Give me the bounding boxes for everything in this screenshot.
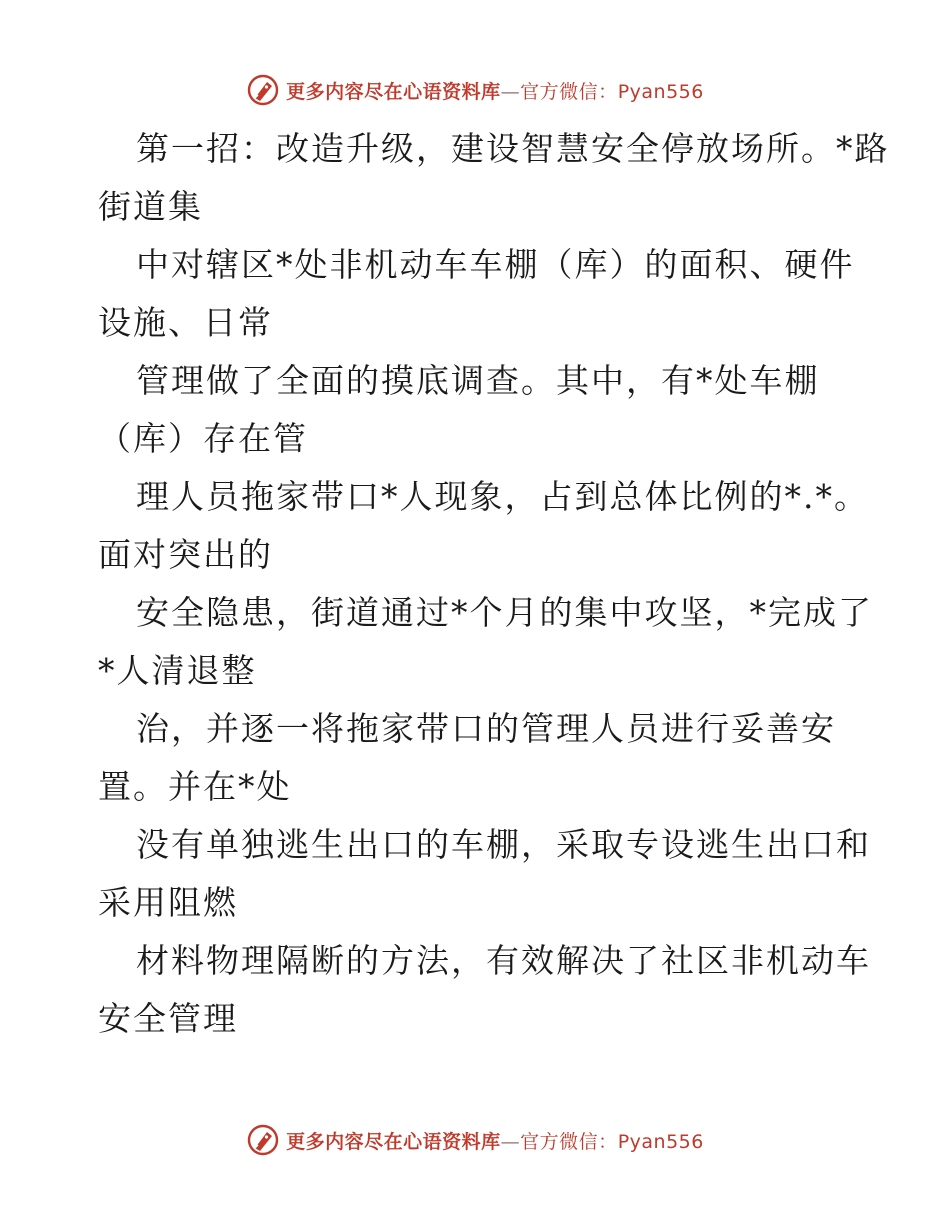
header-watermark — [0, 70, 950, 110]
paragraph-line: 置。并在*处 — [98, 767, 292, 806]
watermark-account: Pyan556 — [617, 1130, 704, 1153]
watermark-label: 官方微信： — [520, 1130, 618, 1153]
watermark-separator: — — [500, 80, 521, 103]
paragraph-line: 治，并逐一将拖家带口的管理人员进行妥善安 — [136, 709, 836, 748]
document-body — [98, 120, 898, 1048]
paragraph-line: 面对突出的 — [98, 535, 273, 574]
watermark-text — [286, 77, 704, 104]
paragraph-line: *人清退整 — [98, 651, 257, 690]
watermark-brand: 更多内容尽在心语资料库 — [286, 80, 501, 103]
paragraph-line: 第一招：改造升级，建设智慧安全停放场所。*路 — [136, 129, 890, 168]
watermark-label: 官方微信： — [520, 80, 618, 103]
watermark-separator: — — [500, 1130, 521, 1153]
watermark-text — [286, 1127, 704, 1154]
watermark-account: Pyan556 — [617, 80, 704, 103]
paragraph-line: 街道集 — [98, 187, 203, 226]
paragraph-line: （库）存在管 — [98, 419, 308, 458]
paragraph-line: 安全隐患，街道通过*个月的集中攻坚，*完成了 — [136, 593, 873, 632]
paragraph-line: 理人员拖家带口*人现象，占到总体比例的*.*。 — [136, 477, 869, 516]
pen-nib-logo-icon — [246, 73, 280, 107]
watermark-brand: 更多内容尽在心语资料库 — [286, 1130, 501, 1153]
paragraph-line: 没有单独逃生出口的车棚，采取专设逃生出口和 — [136, 825, 871, 864]
footer-watermark — [0, 1120, 950, 1160]
watermark-content — [246, 1123, 704, 1157]
paragraph-line: 材料物理隔断的方法，有效解决了社区非机动车 — [136, 941, 871, 980]
paragraph-line: 采用阻燃 — [98, 883, 238, 922]
paragraph-line: 设施、日常 — [98, 303, 273, 342]
pen-nib-logo-icon — [246, 1123, 280, 1157]
paragraph-line: 管理做了全面的摸底调查。其中，有*处车棚 — [136, 361, 820, 400]
watermark-content — [246, 73, 704, 107]
paragraph-line: 中对辖区*处非机动车车棚（库）的面积、硬件 — [136, 245, 855, 284]
paragraph-line: 安全管理 — [98, 999, 238, 1038]
